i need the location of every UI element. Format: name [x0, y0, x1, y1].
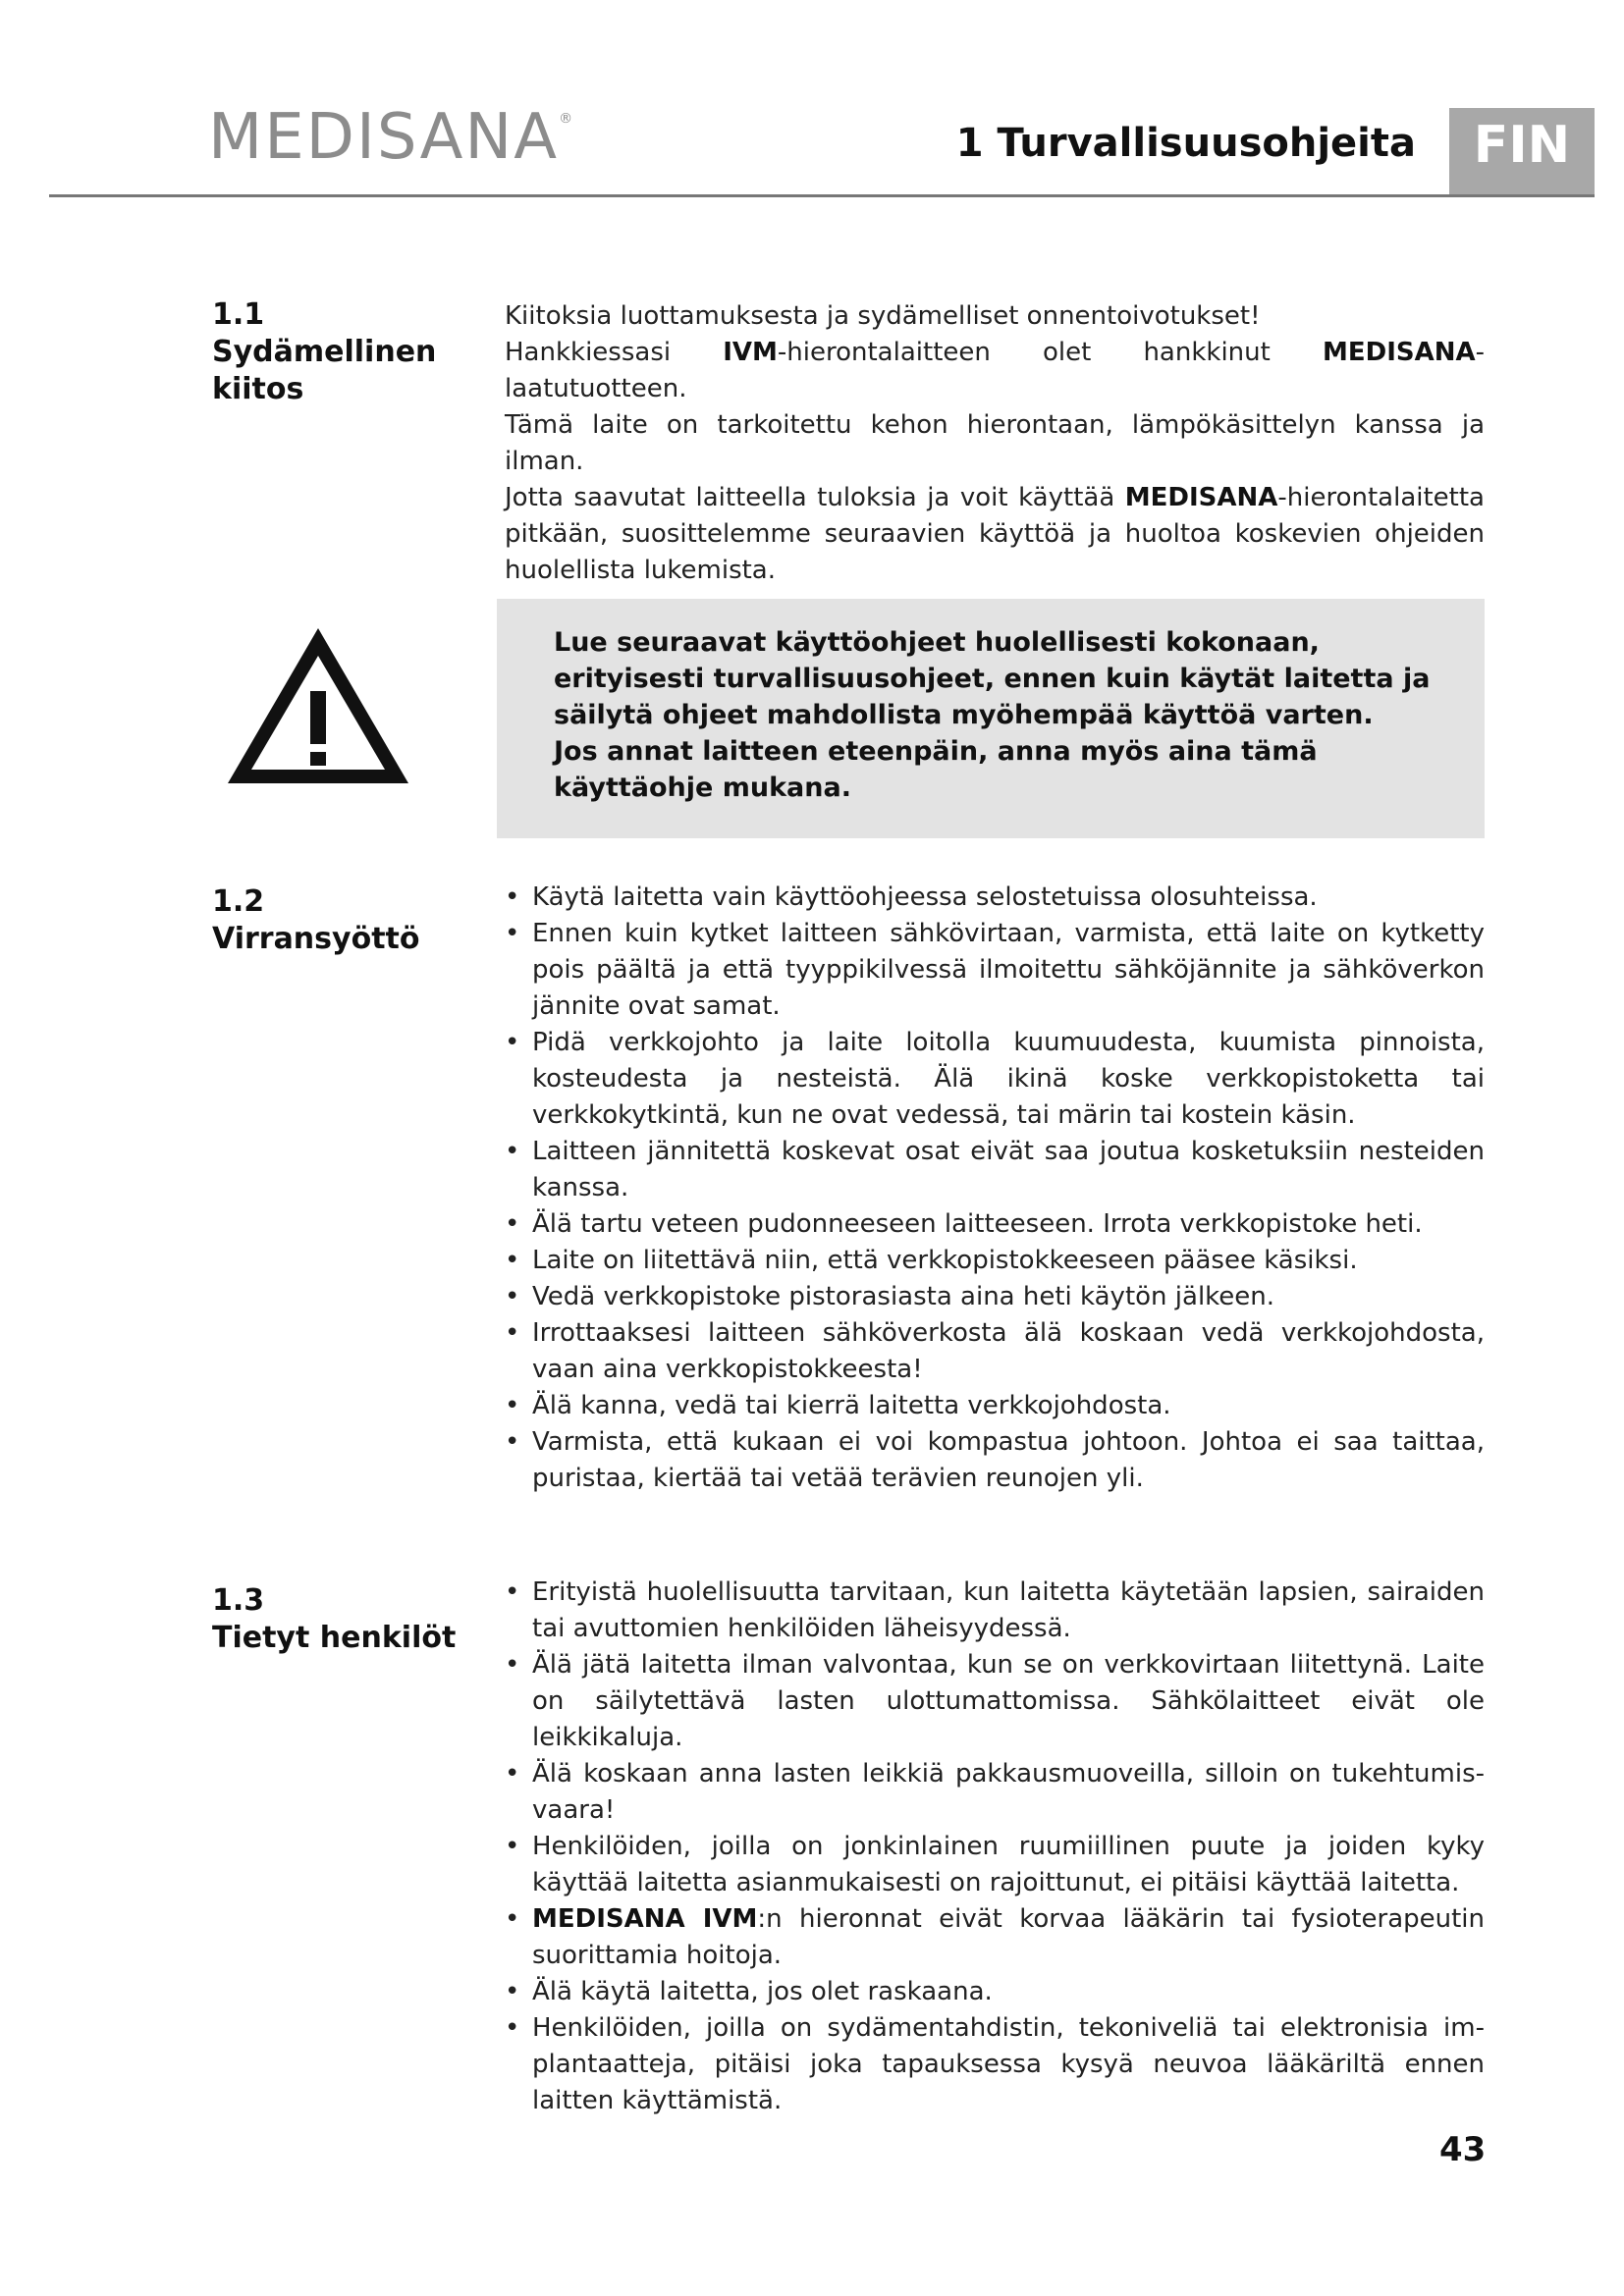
warning-paragraph: Lue seuraavat käyttöohjeet huolellisesti kokonaan, erityisesti turvallisuusohjeet, ennen kuin käytät laitetta ja säilytä ohjeet mahdollista myöhempää käyttöä varten.	[554, 627, 1431, 730]
text-run-bold: IVM	[723, 338, 778, 367]
section-number: 1.1	[212, 297, 265, 332]
text-run: -hierontalaitteen olet hankkinut	[777, 338, 1323, 367]
text-run-bold: MEDISANA IVM	[532, 1904, 758, 1934]
registered-mark: ®	[559, 111, 575, 127]
paragraph: Tämä laite on tarkoitettu kehon hierontaan, lämpökäsittelyn kanssa ja ilman.	[505, 410, 1485, 476]
section-1-3-body	[505, 1575, 1485, 2119]
list-item: • Irrottaaksesi laitteen sähköverkosta älä koskaan vedä verkkojohdosta, vaan aina verkkopistokkeesta!	[505, 1315, 1485, 1388]
section-title-line1: Sydämellinen	[212, 335, 437, 369]
list-item	[505, 1901, 1485, 1974]
brand-logo	[208, 101, 575, 174]
section-1-2-heading	[212, 883, 419, 958]
text-run: -laatutuotteen.	[505, 338, 1485, 403]
section-1-1-heading	[212, 296, 436, 408]
list-item: • Laite on liitettävä niin, että verkkopistokkeeseen pääsee käsiksi.	[505, 1243, 1485, 1279]
list-item: • Älä jätä laitetta ilman valvontaa, kun se on verkkovirtaan liitettynä. Laite on säilytettävä lasten ulottumattomissa. Sähkölaitteet eivät ole leikkikaluja.	[505, 1647, 1485, 1756]
paragraph: Kiitoksia luottamuksesta ja sydämelliset onnentoivotukset!	[505, 301, 1261, 331]
text-run-bold: MEDISANA	[1322, 338, 1476, 367]
list-item: • Pidä verkkojohto ja laite loitolla kuumuudesta, kuumista pinnoista, kosteudesta ja nesteistä. Älä ikinä koske verkkopistoketta tai verkkokytkintä, kun ne ovat vedessä, tai märin tai kostein käsin.	[505, 1025, 1485, 1134]
warning-triangle-icon	[222, 622, 414, 789]
language-tab: FIN	[1449, 108, 1595, 194]
section-title: Tietyt henkilöt	[212, 1621, 457, 1655]
section-title: Virransyöttö	[212, 922, 420, 956]
bullet-list	[505, 880, 1485, 1497]
chapter-title: 1 Turvallisuusohjeita	[955, 121, 1416, 166]
text-run: Jotta saavutat laitteella tuloksia ja voit käyttää	[505, 483, 1125, 512]
logo-text: MEDISANA	[208, 101, 560, 174]
text-run-bold: MEDISANA	[1124, 483, 1278, 512]
section-number: 1.2	[212, 884, 265, 919]
list-item: • Älä käytä laitetta, jos olet raskaana.	[505, 1974, 1485, 2010]
warning-paragraph: Jos annat laitteen eteenpäin, anna myös aina tämä käyttäohje mukana.	[554, 736, 1318, 803]
list-item: • Ennen kuin kytket laitteen sähkövirtaan, varmista, että laite on kytketty pois päältä ja että tyyppikilvessä ilmoitettu sähköjännite ja sähköverkon jännite ovat samat.	[505, 916, 1485, 1025]
section-number: 1.3	[212, 1583, 265, 1618]
list-item: • Henkilöiden, joilla on jonkinlainen ruumiillinen puute ja joiden kyky käyttää laitetta asianmukaisesti on rajoittunut, ei pitäisi käyttää laitetta.	[505, 1829, 1485, 1901]
paragraph	[505, 335, 1485, 407]
header-rule	[49, 194, 1595, 197]
list-item: • Älä tartu veteen pudonneeseen laitteeseen. Irrota verkkopistoke heti.	[505, 1206, 1485, 1243]
list-item: • Vedä verkkopistoke pistorasiasta aina heti käytön jälkeen.	[505, 1279, 1485, 1315]
section-title-line2: kiitos	[212, 372, 304, 406]
text-run: Hankkiessasi	[505, 338, 724, 367]
list-item: • Varmista, että kukaan ei voi kompastua johtoon. Johtoa ei saa taittaa, puristaa, kiertää tai vetää terävien reunojen yli.	[505, 1424, 1485, 1497]
paragraph	[505, 480, 1485, 589]
list-item: • Älä kanna, vedä tai kierrä laitetta verkkojohdosta.	[505, 1388, 1485, 1424]
text-run: -hierontalaitetta pitkään, suosittelemme seuraavien käyttöä ja huoltoa koskevien ohjeiden huolellista lukemista.	[505, 483, 1485, 585]
text-run: hieronnat eivät korvaa lääkärin tai fysioterapeutin suorittamia hoitoja.	[532, 1904, 1485, 1970]
section-1-1-body	[505, 298, 1485, 589]
list-item: • Henkilöiden, joilla on sydämentahdistin, tekoniveliä tai elektronisia im-plantaatteja, pitäisi joka tapauksessa kysyä neuvoa lääkäriltä ennen laitten käyttämistä.	[505, 2010, 1485, 2119]
list-item: • Erityistä huolellisuutta tarvitaan, kun laitetta käytetään lapsien, sairaiden tai avuttomien henkilöiden läheisyydessä.	[505, 1575, 1485, 1647]
list-item: • Laitteen jännitettä koskevat osat eivät saa joutua kosketuksiin nesteiden kanssa.	[505, 1134, 1485, 1206]
bullet-list	[505, 1575, 1485, 2119]
list-item: • Käytä laitetta vain käyttöohjeessa selostetuissa olosuhteissa.	[505, 880, 1485, 916]
text-run: :n	[757, 1904, 799, 1934]
warning-text	[554, 624, 1457, 806]
list-item: • Älä koskaan anna lasten leikkiä pakkausmuoveilla, silloin on tukehtumis-vaara!	[505, 1756, 1485, 1829]
section-1-3-heading	[212, 1582, 456, 1657]
page-header	[0, 0, 1624, 206]
page-number: 43	[1439, 2130, 1487, 2169]
section-1-2-body	[505, 880, 1485, 1497]
